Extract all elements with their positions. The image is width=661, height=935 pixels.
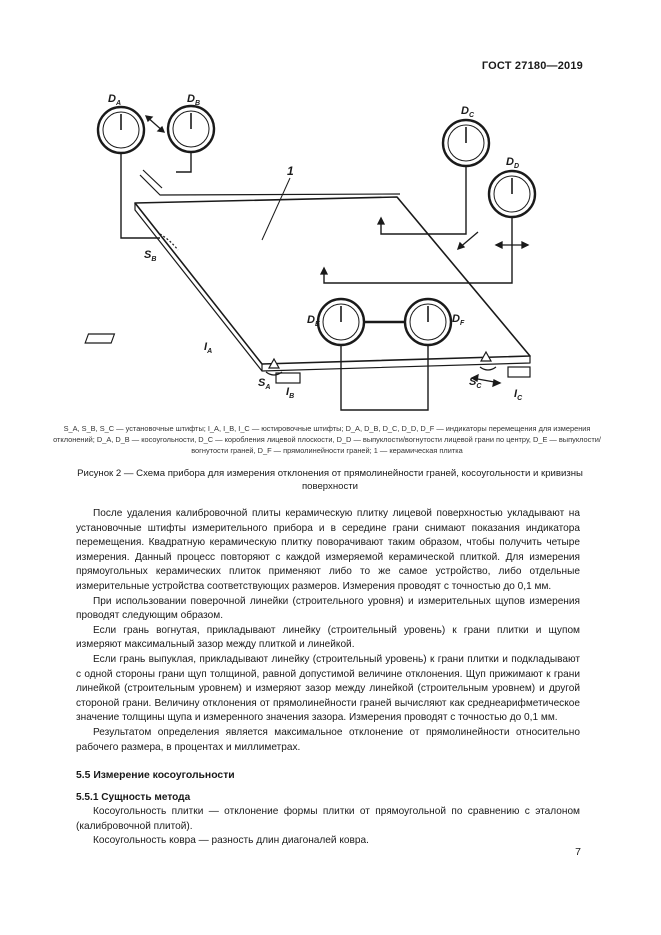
svg-text:DD: $D_D$ — [506, 156, 520, 170]
paragraph: Косоугольность плитки — отклонение формы плитки от прямоугольной по сравнению с эталоном (калибровочной плитой). — [76, 806, 580, 832]
figure-caption: Рисунок 2 — Схема прибора для измерения отклонения от прямолинейности граней, косоугольности и кривизны поверхности — [77, 468, 583, 492]
pin-ic — [508, 367, 530, 377]
svg-text:SC: $S_C$ — [469, 376, 482, 390]
frame-line — [143, 170, 162, 188]
paragraph: Результатом определения является максимальное отклонение от прямолинейности относительно рабочего размера, в процентах и миллиметрах. — [76, 726, 580, 753]
paragraph: Если грань вогнутая, прикладывают линейку (строительный уровень) к грани плитки и щупом измеряют максимальный зазор между плиткой и линейкой. — [76, 624, 580, 651]
svg-text:IA: $I_A$ — [204, 341, 213, 355]
svg-text:DA: $D_A$ — [108, 93, 122, 107]
svg-text:DF: $D_F$ — [452, 313, 465, 327]
dial-dd — [489, 171, 535, 217]
paragraph: Если грань выпуклая, прикладывают линейку (строительный уровень) к грани плитки и подкладывают с одной стороны грани щуп толщиной, равной допустимой величине отклонения. Щуп прижимают к грани линейкой (строительным уровнем) и измеряют зазор между линейкой (строительным уровнем) и другой стороной грани. Величину отклонения от прямолинейности граней вычисляют как среднеарифметическое значение толщины щупа и измеренного значения зазора. Измерения проводят с точностью до 0,1 мм. — [76, 653, 580, 724]
paragraph: Косоугольность ковра — разность длин диагоналей ковра. — [93, 835, 369, 847]
tile-edge — [135, 203, 530, 371]
dial-dc — [443, 120, 489, 166]
link-dc — [381, 166, 466, 234]
svg-text:DE: $D_E$ — [307, 314, 320, 328]
paragraph: При использовании поверочной линейки (строительного уровня) и измерительных щупов измерения проводят следующим образом. — [76, 595, 580, 622]
frame-line — [140, 175, 400, 195]
device-diagram — [40, 82, 600, 420]
link-da — [121, 153, 160, 238]
pin-ib — [276, 373, 300, 383]
svg-text:SA: $S_A$ — [258, 377, 271, 391]
section-heading: 5.5 Измерение косоугольности — [76, 770, 235, 782]
pin-ia — [85, 334, 114, 343]
figure-legend: S_A, S_B, S_C — установочные штифты; I_A, I_B, I_C — юстировочные штифты; D_A, D_B, D_C, D_D, D_F — индикаторы перемещения для измерения отклонений; D_A, D_B — косоугольности, D_C — коробления лицевой плоскости, D_D — выпуклости/вогнутости лицевой грани по центру, D_E — выпуклости/вогнутости граней, D_F — прямолинейности граней; 1 — керамическая плитка — [53, 424, 601, 455]
pin-sb — [160, 234, 178, 250]
svg-text:1: 1 — [287, 164, 294, 178]
link-dd — [324, 217, 512, 283]
svg-text:IC: $I_C$ — [514, 388, 523, 402]
label-1-leader — [262, 178, 290, 240]
svg-text:IB: $I_B$ — [286, 386, 295, 400]
dial-df — [405, 299, 451, 345]
paragraph: После удаления калибровочной плиты керамическую плитку лицевой поверхностью укладывают на установочные штифты измерительного прибора и в середине грани снимают показания индикатора перемещения. Квадратную керамическую плитку поворачивают таким образом, чтобы получить четыре измерения. Данный процесс повторяют с каждой измеряемой керамической плиткой. Для измерения прямоугольных керамических плиток применяют либо то же самое устройство, либо отдельные измерительные устройства соответствующих размеров. Измерения проводят с точностью до 0,1 мм. — [76, 508, 580, 592]
body-text — [76, 507, 580, 849]
dial-db — [168, 106, 214, 152]
page-number: 7 — [575, 846, 581, 858]
link-de — [341, 345, 428, 410]
svg-text:DC: $D_C$ — [461, 105, 475, 119]
pin-sc — [480, 367, 496, 370]
svg-text:SB: $S_B$ — [144, 249, 157, 263]
figure-measuring-device — [40, 82, 600, 420]
document-header: ГОСТ 27180—2019 — [481, 60, 583, 72]
dial-da — [98, 107, 144, 153]
dial-de — [318, 299, 364, 345]
link-db — [176, 152, 191, 172]
subsection-heading: 5.5.1 Сущность метода — [76, 791, 191, 803]
svg-text:DB: $D_B$ — [187, 93, 201, 107]
